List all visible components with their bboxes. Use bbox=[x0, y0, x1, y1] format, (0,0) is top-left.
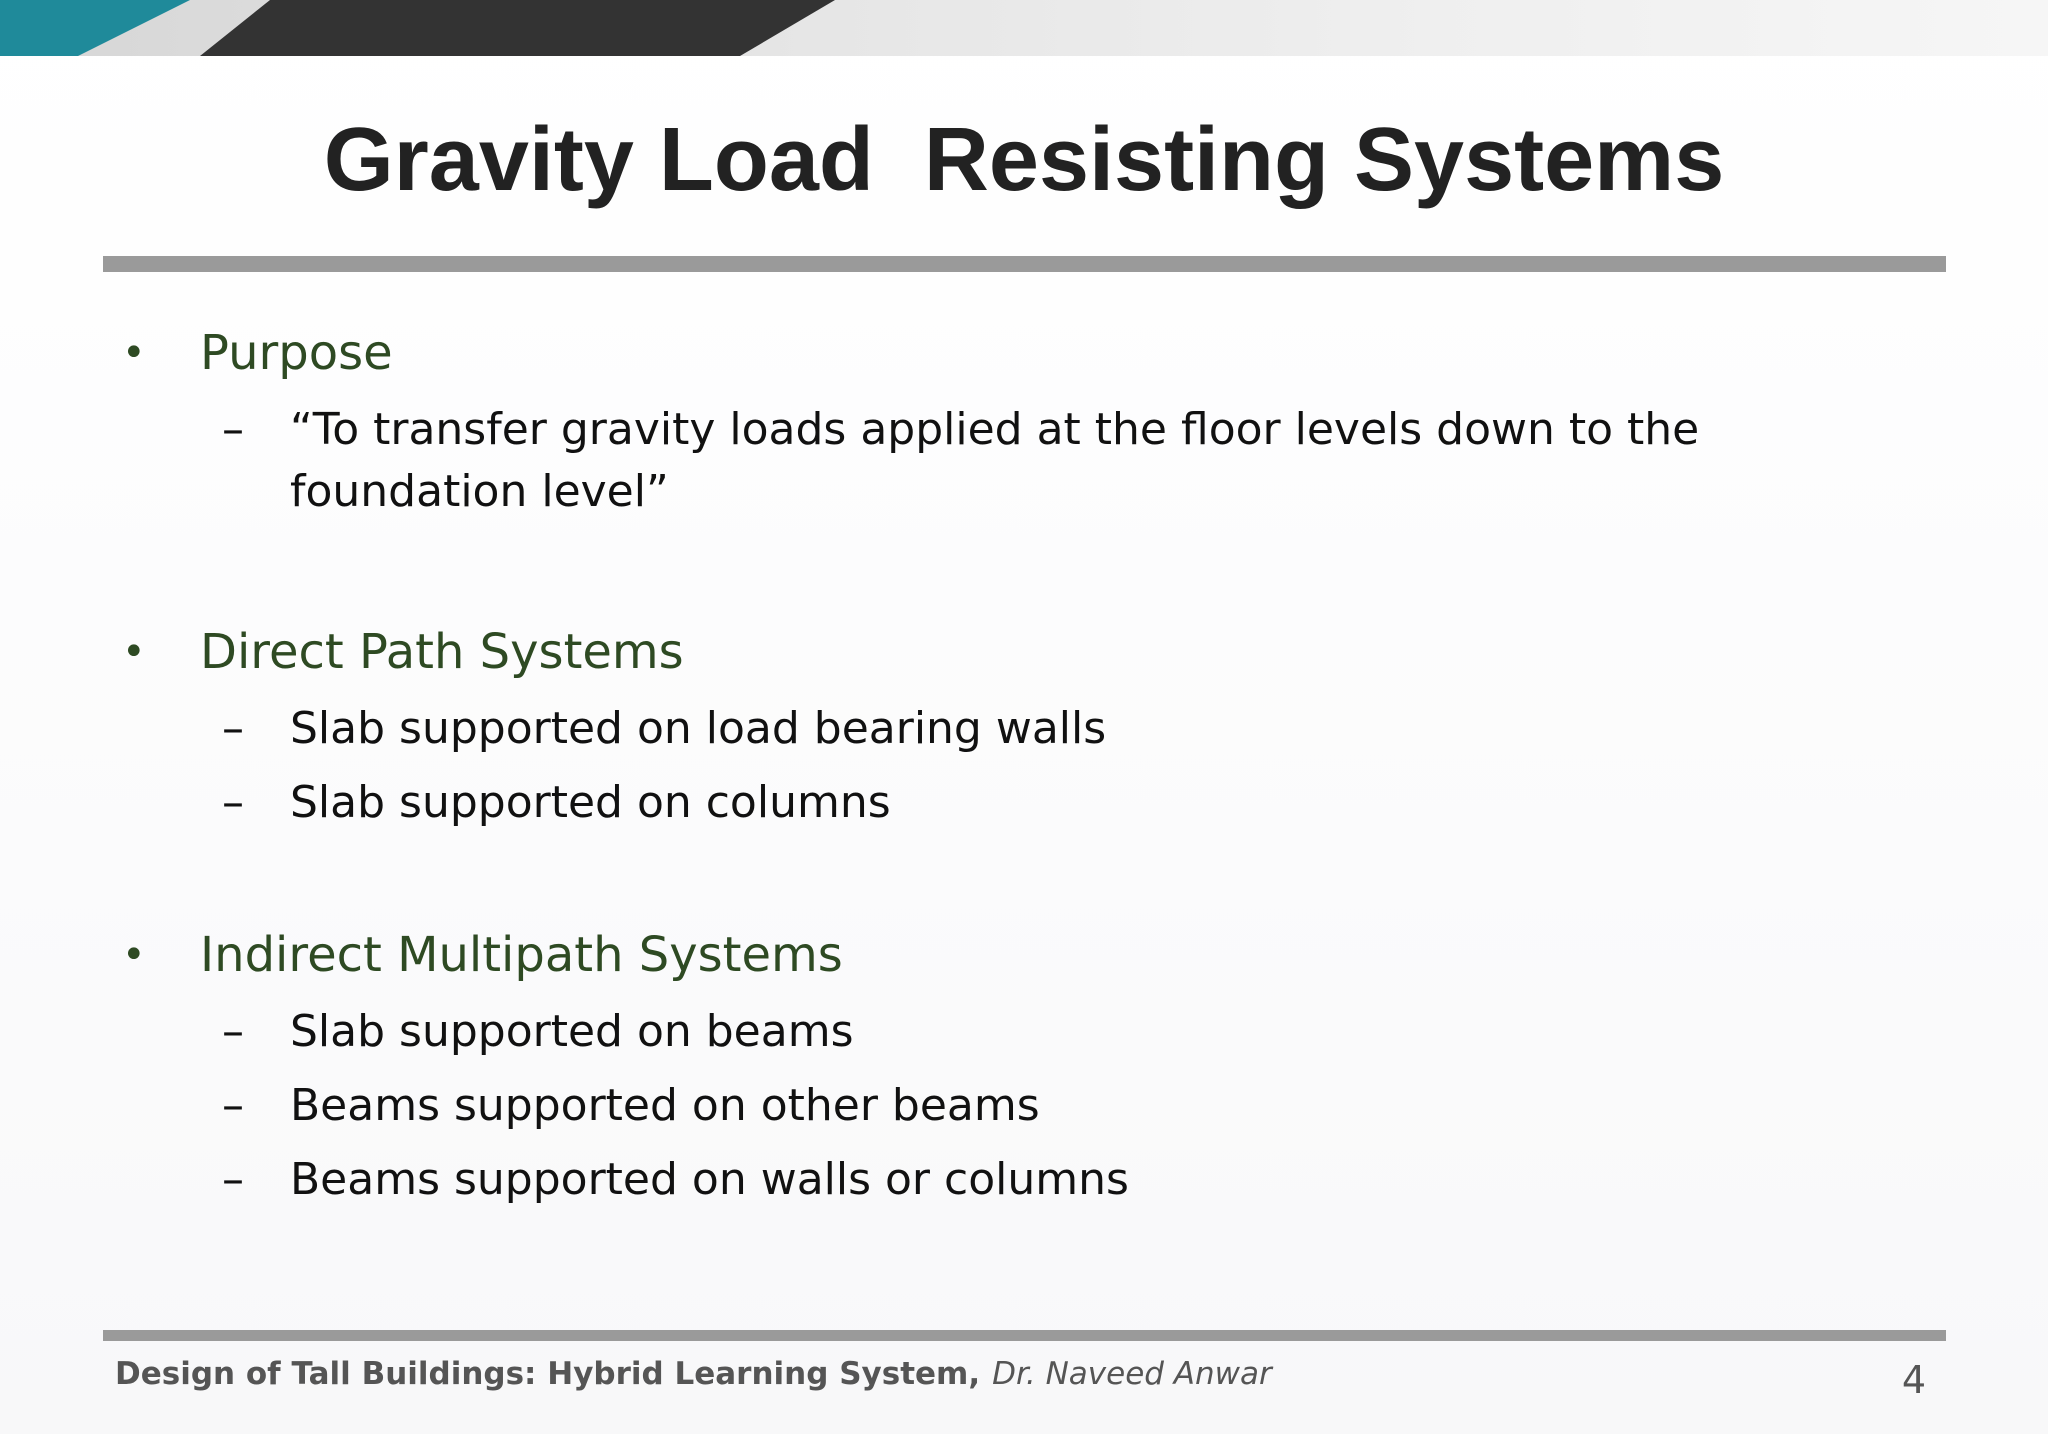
bullet-icon: • bbox=[122, 932, 146, 978]
bullet-purpose: Purpose bbox=[200, 325, 393, 381]
dash-icon: – bbox=[222, 703, 244, 754]
subitem-purpose-definition: “To transfer gravity loads applied at the floor levels down to the foundation level” bbox=[290, 404, 1700, 517]
dash-icon: – bbox=[222, 777, 244, 828]
subitem-beams-on-walls-or-columns: Beams supported on walls or columns bbox=[290, 1154, 1129, 1205]
subitem-beams-on-beams: Beams supported on other beams bbox=[290, 1080, 1040, 1131]
footer-divider bbox=[103, 1330, 1946, 1341]
slide-title: Gravity Load Resisting Systems bbox=[323, 110, 1725, 210]
dash-icon: – bbox=[222, 404, 244, 455]
subitem-slab-on-columns: Slab supported on columns bbox=[290, 777, 891, 828]
bullet-icon: • bbox=[122, 330, 146, 376]
footer-course-title: Design of Tall Buildings: Hybrid Learning System, bbox=[115, 1356, 981, 1392]
dash-icon: – bbox=[222, 1080, 244, 1131]
dash-icon: – bbox=[222, 1154, 244, 1205]
subitem-slab-on-beams: Slab supported on beams bbox=[290, 1006, 854, 1057]
footer-credit bbox=[115, 1354, 1272, 1394]
page-number: 4 bbox=[1901, 1358, 1926, 1402]
footer-author: Dr. Naveed Anwar bbox=[992, 1356, 1272, 1392]
bullet-icon: • bbox=[122, 629, 146, 675]
bullet-direct-path-systems: Direct Path Systems bbox=[200, 624, 684, 680]
dash-icon: – bbox=[222, 1006, 244, 1057]
bullet-indirect-multipath-systems: Indirect Multipath Systems bbox=[200, 927, 843, 983]
subitem-load-bearing-walls: Slab supported on load bearing walls bbox=[290, 703, 1107, 754]
